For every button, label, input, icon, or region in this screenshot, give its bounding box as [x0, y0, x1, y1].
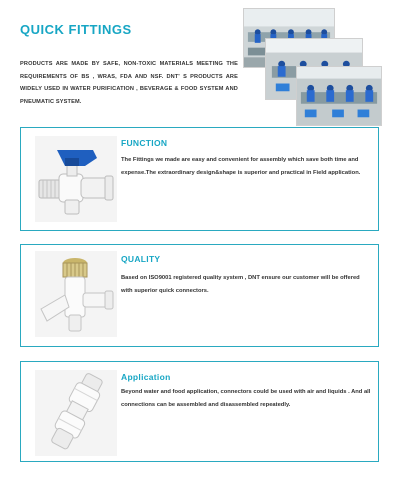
application-section [20, 361, 379, 462]
section-text: Based on ISO9001 registered quality system , DNT ensure our customer will be offered with superior quick connectors. [121, 275, 360, 294]
section-heading: Application [121, 372, 171, 382]
function-section [20, 127, 379, 231]
tee-connector-fitting-image [35, 251, 117, 337]
section-text: Beyond water and food application, connectors could be used with air and liquids . And all connections can be assembled and disassembled repeatedly. [121, 389, 371, 408]
section-heading: QUALITY [121, 254, 161, 264]
ball-valve-fitting-image [35, 136, 117, 222]
quality-section [20, 244, 379, 347]
factory-photo [296, 66, 382, 126]
union-connector-fitting-image [35, 370, 117, 456]
page-title: QUICK FITTINGS [20, 22, 132, 37]
section-heading: FUNCTION [121, 138, 168, 148]
section-text: The Fittings we made are easy and convenient for assembly which save both time and expense.The extraordinary design&shape is superior and practical in Field application. [121, 157, 361, 176]
intro-paragraph: PRODUCTS ARE MADE BY SAFE, NON-TOXIC MATERIALS MEETING THE REQUIREMENTS OF BS , WRAS, FDA AND NSF. DNT' S PRODUCTS ARE WIDELY USED IN WATER PURIFICATION , BEVERAGE & FOOD SYSTEM AND PNEUMATIC SYSTEM. [20, 61, 238, 105]
